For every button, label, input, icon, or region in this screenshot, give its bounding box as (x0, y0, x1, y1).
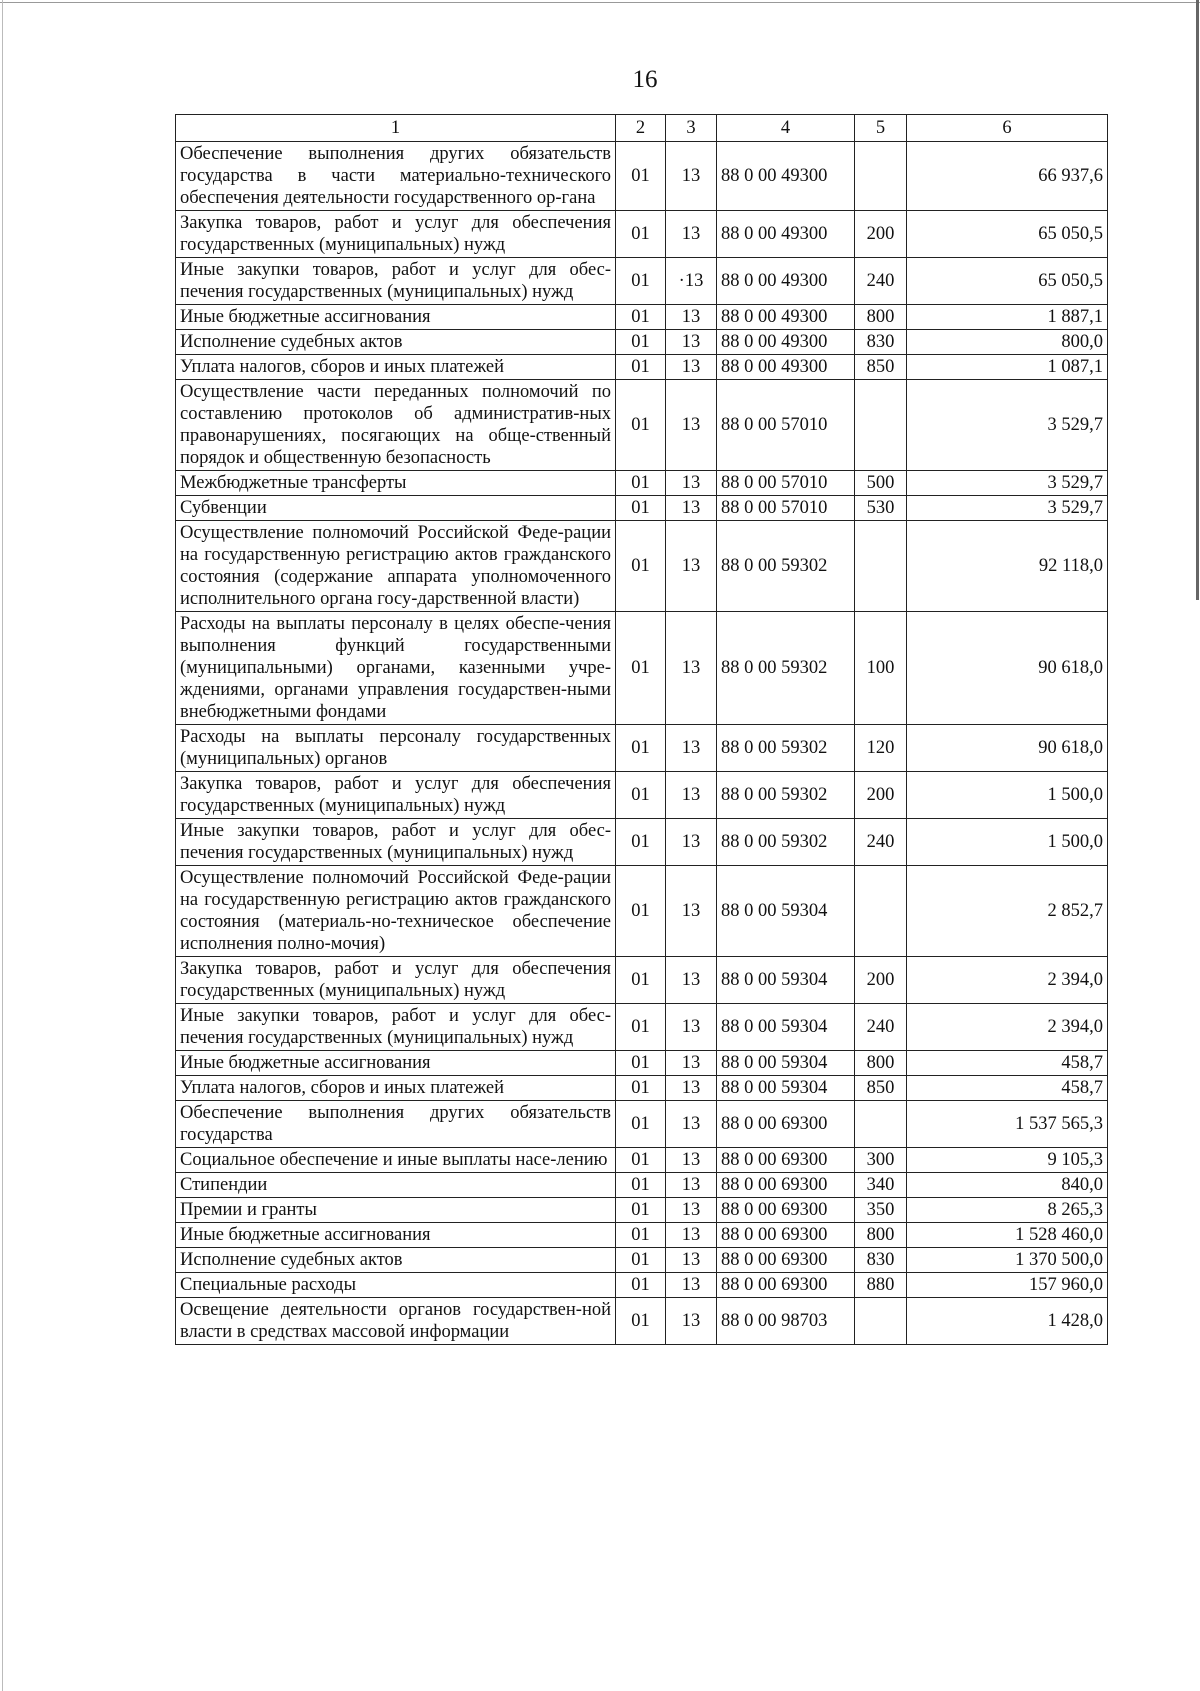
expense-type-cell (855, 521, 907, 612)
subsection-code-cell: 13 (666, 1076, 717, 1101)
amount-cell: 1 087,1 (907, 355, 1108, 380)
table-row (176, 471, 1108, 496)
table-row (176, 496, 1108, 521)
subsection-code-cell: 13 (666, 866, 717, 957)
header-col-1: 1 (176, 115, 616, 142)
amount-cell: 3 529,7 (907, 496, 1108, 521)
target-article-cell: 88 0 00 98703 (717, 1298, 855, 1345)
section-code-cell: 01 (616, 305, 666, 330)
table-row (176, 772, 1108, 819)
table-row (176, 819, 1108, 866)
subsection-code-cell: 13 (666, 1273, 717, 1298)
target-article-cell: 88 0 00 69300 (717, 1148, 855, 1173)
table-row (176, 355, 1108, 380)
amount-cell: 840,0 (907, 1173, 1108, 1198)
row-name-cell: Иные закупки товаров, работ и услуг для обес-печения государственных (муниципальных) нужд (176, 1004, 616, 1051)
table-row (176, 1248, 1108, 1273)
expense-type-cell: 830 (855, 330, 907, 355)
table-row (176, 725, 1108, 772)
target-article-cell: 88 0 00 59304 (717, 1004, 855, 1051)
row-name-cell: Расходы на выплаты персоналу государственных (муниципальных) органов (176, 725, 616, 772)
section-code-cell: 01 (616, 521, 666, 612)
section-code-cell: 01 (616, 1223, 666, 1248)
target-article-cell: 88 0 00 59302 (717, 819, 855, 866)
target-article-cell: 88 0 00 49300 (717, 258, 855, 305)
section-code-cell: 01 (616, 1298, 666, 1345)
subsection-code-cell: 13 (666, 819, 717, 866)
section-code-cell: 01 (616, 496, 666, 521)
expense-type-cell (855, 866, 907, 957)
subsection-code-cell: 13 (666, 142, 717, 211)
amount-cell: 2 394,0 (907, 957, 1108, 1004)
amount-cell: 9 105,3 (907, 1148, 1108, 1173)
expense-type-cell: 120 (855, 725, 907, 772)
row-name-cell: Иные закупки товаров, работ и услуг для обес-печения государственных (муниципальных) нужд (176, 258, 616, 305)
expense-type-cell: 850 (855, 355, 907, 380)
table-row (176, 612, 1108, 725)
subsection-code-cell: 13 (666, 1004, 717, 1051)
row-name-cell: Субвенции (176, 496, 616, 521)
section-code-cell: 01 (616, 725, 666, 772)
section-code-cell: 01 (616, 1004, 666, 1051)
expense-type-cell: 850 (855, 1076, 907, 1101)
expense-type-cell: 830 (855, 1248, 907, 1273)
subsection-code-cell: 13 (666, 1298, 717, 1345)
subsection-code-cell: 13 (666, 1051, 717, 1076)
section-code-cell: 01 (616, 1273, 666, 1298)
subsection-code-cell: 13 (666, 496, 717, 521)
amount-cell: 1 500,0 (907, 819, 1108, 866)
amount-cell: 157 960,0 (907, 1273, 1108, 1298)
expense-type-cell: 240 (855, 819, 907, 866)
amount-cell: 1 500,0 (907, 772, 1108, 819)
budget-table (175, 114, 1108, 1345)
table-row (176, 1298, 1108, 1345)
table-row (176, 957, 1108, 1004)
table-row (176, 211, 1108, 258)
target-article-cell: 88 0 00 57010 (717, 496, 855, 521)
row-name-cell: Обеспечение выполнения других обязательств государства (176, 1101, 616, 1148)
subsection-code-cell: 13 (666, 1223, 717, 1248)
section-code-cell: 01 (616, 258, 666, 305)
amount-cell: 3 529,7 (907, 380, 1108, 471)
row-name-cell: Закупка товаров, работ и услуг для обеспечения государственных (муниципальных) нужд (176, 772, 616, 819)
target-article-cell: 88 0 00 57010 (717, 471, 855, 496)
row-name-cell: Осуществление полномочий Российской Феде-рации на государственную регистрацию актов гражданского состояния (материаль-но-техническое обеспечение исполнения полно-мочия) (176, 866, 616, 957)
section-code-cell: 01 (616, 330, 666, 355)
header-col-5: 5 (855, 115, 907, 142)
row-name-cell: Исполнение судебных актов (176, 1248, 616, 1273)
expense-type-cell: 800 (855, 1223, 907, 1248)
target-article-cell: 88 0 00 69300 (717, 1248, 855, 1273)
row-name-cell: Обеспечение выполнения других обязательств государства в части материально-технического обеспечения деятельности государственного ор-гана (176, 142, 616, 211)
table-row (176, 866, 1108, 957)
amount-cell: 458,7 (907, 1051, 1108, 1076)
section-code-cell: 01 (616, 142, 666, 211)
subsection-code-cell: 13 (666, 380, 717, 471)
subsection-code-cell: 13 (666, 471, 717, 496)
section-code-cell: 01 (616, 355, 666, 380)
target-article-cell: 88 0 00 59302 (717, 725, 855, 772)
row-name-cell: Премии и гранты (176, 1198, 616, 1223)
table-row (176, 1273, 1108, 1298)
expense-type-cell (855, 1298, 907, 1345)
row-name-cell: Стипендии (176, 1173, 616, 1198)
row-name-cell: Расходы на выплаты персоналу в целях обеспе-чения выполнения функций государственными (муниципальными) органами, казенными учре-ждениями, органами управления государствен-ными внебюджетными фондами (176, 612, 616, 725)
row-name-cell: Уплата налогов, сборов и иных платежей (176, 355, 616, 380)
header-col-3: 3 (666, 115, 717, 142)
subsection-code-cell: 13 (666, 957, 717, 1004)
expense-type-cell: 200 (855, 211, 907, 258)
section-code-cell: 01 (616, 471, 666, 496)
scan-edge-left (2, 0, 3, 1691)
target-article-cell: 88 0 00 59304 (717, 866, 855, 957)
section-code-cell: 01 (616, 1076, 666, 1101)
target-article-cell: 88 0 00 69300 (717, 1101, 855, 1148)
target-article-cell: 88 0 00 59302 (717, 521, 855, 612)
subsection-code-cell: 13 (666, 612, 717, 725)
row-name-cell: Социальное обеспечение и иные выплаты насе-лению (176, 1148, 616, 1173)
section-code-cell: 01 (616, 1148, 666, 1173)
target-article-cell: 88 0 00 69300 (717, 1173, 855, 1198)
row-name-cell: Иные бюджетные ассигнования (176, 305, 616, 330)
expense-type-cell: 300 (855, 1148, 907, 1173)
subsection-code-cell: 13 (666, 1101, 717, 1148)
table-header-row (176, 115, 1108, 142)
section-code-cell: 01 (616, 1101, 666, 1148)
amount-cell: 1 887,1 (907, 305, 1108, 330)
section-code-cell: 01 (616, 1198, 666, 1223)
row-name-cell: Иные закупки товаров, работ и услуг для обес-печения государственных (муниципальных) нужд (176, 819, 616, 866)
row-name-cell: Межбюджетные трансферты (176, 471, 616, 496)
target-article-cell: 88 0 00 59304 (717, 1051, 855, 1076)
header-col-4: 4 (717, 115, 855, 142)
expense-type-cell: 530 (855, 496, 907, 521)
subsection-code-cell: 13 (666, 521, 717, 612)
amount-cell: 2 852,7 (907, 866, 1108, 957)
amount-cell: 800,0 (907, 330, 1108, 355)
amount-cell: 2 394,0 (907, 1004, 1108, 1051)
target-article-cell: 88 0 00 49300 (717, 142, 855, 211)
amount-cell: 1 528 460,0 (907, 1223, 1108, 1248)
amount-cell: 92 118,0 (907, 521, 1108, 612)
row-name-cell: Иные бюджетные ассигнования (176, 1051, 616, 1076)
expense-type-cell (855, 142, 907, 211)
row-name-cell: Иные бюджетные ассигнования (176, 1223, 616, 1248)
expense-type-cell: 880 (855, 1273, 907, 1298)
table-row (176, 1173, 1108, 1198)
subsection-code-cell: 13 (666, 1148, 717, 1173)
amount-cell: 1 537 565,3 (907, 1101, 1108, 1148)
row-name-cell: Уплата налогов, сборов и иных платежей (176, 1076, 616, 1101)
amount-cell: 1 428,0 (907, 1298, 1108, 1345)
table-row (176, 1148, 1108, 1173)
section-code-cell: 01 (616, 866, 666, 957)
section-code-cell: 01 (616, 380, 666, 471)
table-row (176, 1004, 1108, 1051)
amount-cell: 3 529,7 (907, 471, 1108, 496)
target-article-cell: 88 0 00 69300 (717, 1223, 855, 1248)
target-article-cell: 88 0 00 59304 (717, 1076, 855, 1101)
section-code-cell: 01 (616, 211, 666, 258)
amount-cell: 65 050,5 (907, 258, 1108, 305)
target-article-cell: 88 0 00 49300 (717, 211, 855, 258)
row-name-cell: Закупка товаров, работ и услуг для обеспечения государственных (муниципальных) нужд (176, 211, 616, 258)
amount-cell: 1 370 500,0 (907, 1248, 1108, 1273)
target-article-cell: 88 0 00 69300 (717, 1273, 855, 1298)
row-name-cell: Специальные расходы (176, 1273, 616, 1298)
expense-type-cell: 800 (855, 1051, 907, 1076)
amount-cell: 8 265,3 (907, 1198, 1108, 1223)
amount-cell: 65 050,5 (907, 211, 1108, 258)
section-code-cell: 01 (616, 1173, 666, 1198)
page-number: 16 (632, 66, 658, 93)
expense-type-cell: 240 (855, 258, 907, 305)
subsection-code-cell: 13 (666, 1198, 717, 1223)
expense-type-cell: 200 (855, 957, 907, 1004)
amount-cell: 66 937,6 (907, 142, 1108, 211)
row-name-cell: Осуществление полномочий Российской Феде-рации на государственную регистрацию актов гражданского состояния (содержание аппарата уполномоченного исполнительного органа госу-дарственной власти) (176, 521, 616, 612)
target-article-cell: 88 0 00 57010 (717, 380, 855, 471)
amount-cell: 90 618,0 (907, 725, 1108, 772)
subsection-code-cell: 13 (666, 725, 717, 772)
expense-type-cell: 500 (855, 471, 907, 496)
target-article-cell: 88 0 00 49300 (717, 355, 855, 380)
section-code-cell: 01 (616, 819, 666, 866)
section-code-cell: 01 (616, 957, 666, 1004)
section-code-cell: 01 (616, 1248, 666, 1273)
table-row (176, 258, 1108, 305)
subsection-code-cell: 13 (666, 1248, 717, 1273)
target-article-cell: 88 0 00 59304 (717, 957, 855, 1004)
expense-type-cell: 200 (855, 772, 907, 819)
header-col-6: 6 (907, 115, 1108, 142)
expense-type-cell: 350 (855, 1198, 907, 1223)
table-row (176, 1101, 1108, 1148)
section-code-cell: 01 (616, 612, 666, 725)
table-row (176, 1051, 1108, 1076)
subsection-code-cell: ·13 (666, 258, 717, 305)
row-name-cell: Осуществление части переданных полномочий по составлению протоколов об административ-ных правонарушениях, посягающих на обще-ственный порядок и общественную безопасность (176, 380, 616, 471)
row-name-cell: Исполнение судебных актов (176, 330, 616, 355)
target-article-cell: 88 0 00 69300 (717, 1198, 855, 1223)
amount-cell: 458,7 (907, 1076, 1108, 1101)
expense-type-cell (855, 1101, 907, 1148)
row-name-cell: Освещение деятельности органов государствен-ной власти в средствах массовой информации (176, 1298, 616, 1345)
amount-cell: 90 618,0 (907, 612, 1108, 725)
subsection-code-cell: 13 (666, 330, 717, 355)
section-code-cell: 01 (616, 1051, 666, 1076)
table-row (176, 1198, 1108, 1223)
table-row (176, 142, 1108, 211)
scan-edge-top (0, 2, 1200, 3)
table-row (176, 380, 1108, 471)
subsection-code-cell: 13 (666, 772, 717, 819)
table-row (176, 1223, 1108, 1248)
expense-type-cell: 240 (855, 1004, 907, 1051)
expense-type-cell: 800 (855, 305, 907, 330)
table-row (176, 1076, 1108, 1101)
subsection-code-cell: 13 (666, 211, 717, 258)
table-row (176, 330, 1108, 355)
expense-type-cell (855, 380, 907, 471)
target-article-cell: 88 0 00 59302 (717, 772, 855, 819)
header-col-2: 2 (616, 115, 666, 142)
subsection-code-cell: 13 (666, 305, 717, 330)
row-name-cell: Закупка товаров, работ и услуг для обеспечения государственных (муниципальных) нужд (176, 957, 616, 1004)
target-article-cell: 88 0 00 49300 (717, 330, 855, 355)
subsection-code-cell: 13 (666, 355, 717, 380)
target-article-cell: 88 0 00 59302 (717, 612, 855, 725)
subsection-code-cell: 13 (666, 1173, 717, 1198)
expense-type-cell: 340 (855, 1173, 907, 1198)
table-row (176, 305, 1108, 330)
table-row (176, 521, 1108, 612)
target-article-cell: 88 0 00 49300 (717, 305, 855, 330)
section-code-cell: 01 (616, 772, 666, 819)
expense-type-cell: 100 (855, 612, 907, 725)
